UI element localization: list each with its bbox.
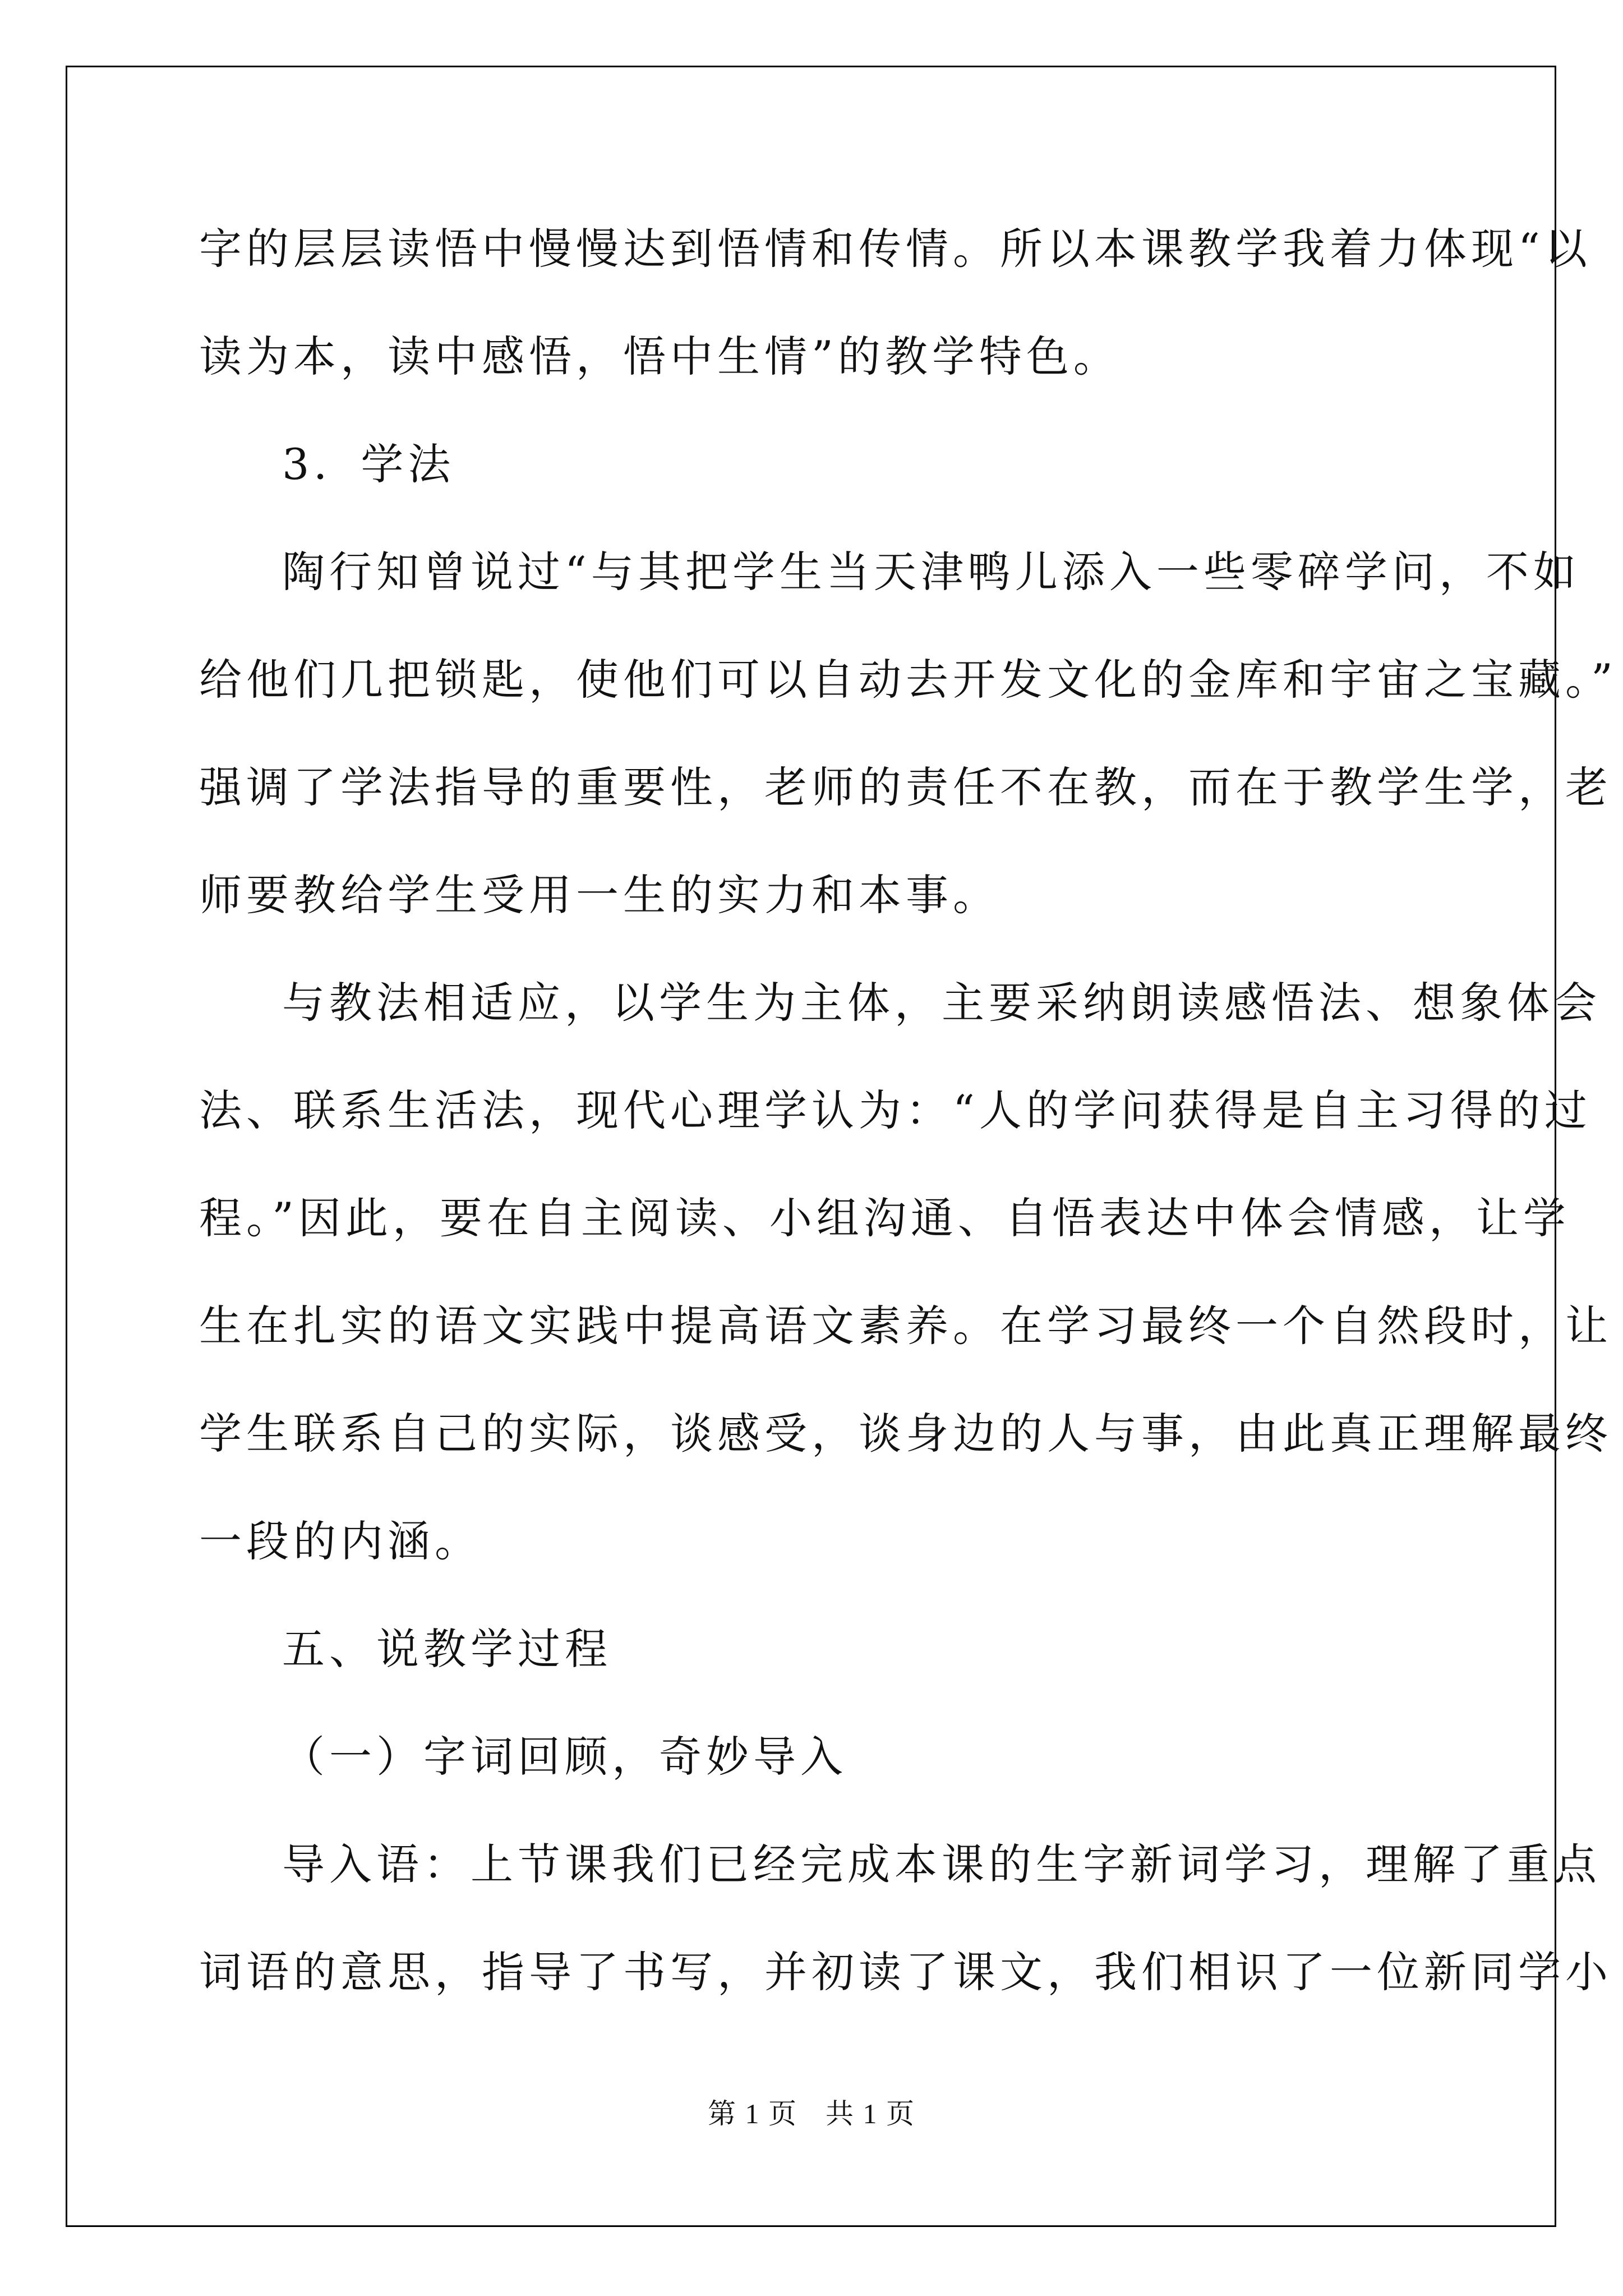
text-line: 陶行知曾说过“与其把学生当天津鸭儿添入一些零碎学问，不如 (282, 547, 1580, 597)
page-footer (0, 2091, 1623, 2132)
section-heading: 五、说教学过程 (282, 1624, 612, 1674)
text-line: 字的层层读悟中慢慢达到悟情和传情。所以本课教学我着力体现“以 (199, 224, 1592, 274)
document-body (199, 208, 1617, 2039)
text-line: 学生联系自己的实际，谈感受，谈身边的人与事，由此真正理解最终 (199, 1409, 1612, 1458)
text-line: 法、联系生活法，现代心理学认为：“人的学问获得是自主习得的过 (199, 1085, 1592, 1135)
text-line: 一段的内涵。 (199, 1516, 482, 1566)
text-line: 强调了学法指导的重要性，老师的责任不在教，而在于教学生学，老 (199, 762, 1612, 812)
page-total: 共 1 页 (826, 2098, 915, 2129)
text-line: 程。”因此，要在自主阅读、小组沟通、自悟表达中体会情感，让学 (199, 1193, 1570, 1243)
text-line: 师要教给学生受用一生的实力和本事。 (199, 870, 1000, 920)
text-line: 生在扎实的语文实践中提高语文素养。在学习最终一个自然段时，让 (199, 1301, 1612, 1351)
page-number: 第 1 页 (708, 2098, 797, 2129)
text-line: 词语的意思，指导了书写，并初读了课文，我们相识了一位新同学小 (199, 1947, 1612, 1997)
text-line: 给他们几把锁匙，使他们可以自动去开发文化的金库和宇宙之宝藏。” (199, 655, 1617, 705)
text-line: 与教法相适应，以学生为主体，主要采纳朗读感悟法、想象体会 (282, 978, 1601, 1028)
text-line: 导入语：上节课我们已经完成本课的生字新词学习，理解了重点 (282, 1839, 1601, 1889)
section-heading: 3．学法 (282, 439, 455, 489)
subsection-heading: （一）字词回顾，奇妙导入 (282, 1732, 847, 1782)
text-line: 读为本，读中感悟，悟中生情”的教学特色。 (199, 332, 1121, 381)
